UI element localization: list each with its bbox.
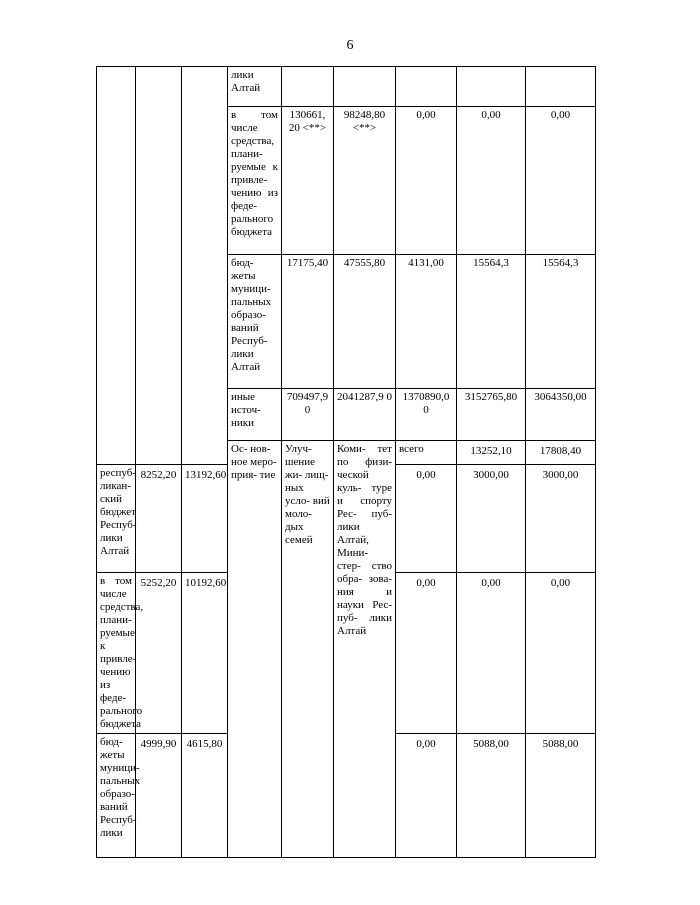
value-cell — [396, 67, 457, 107]
empty-cell — [182, 67, 228, 465]
value-cell: 15564,3 — [526, 255, 596, 389]
executor-cell: Коми- тет по физи- ческой куль- туре и спорту Рес- пуб- лики Алтай, Мини- стер- ство обра- зова- ния и науки Рес- пуб- лики Алтай — [334, 441, 396, 858]
funding-source-cell: респуб- ликан- ский бюджет Респуб- лики Алтай — [97, 465, 136, 573]
value-cell: 5088,00 — [526, 734, 596, 858]
funding-source-cell: иные источ- ники — [228, 389, 282, 441]
value-cell: 0,00 — [396, 573, 457, 734]
value-cell: 3152765,80 — [457, 389, 526, 441]
measure-name-cell: Улуч- шение жи- лищ- ных усло- вий моло- дых семей — [282, 441, 334, 858]
value-cell: 8252,20 — [136, 465, 182, 573]
value-cell: 5252,20 — [136, 573, 182, 734]
value-cell: 5088,00 — [457, 734, 526, 858]
value-cell — [334, 67, 396, 107]
value-cell: 3000,00 — [457, 465, 526, 573]
value-cell: 10192,60 — [182, 573, 228, 734]
value-cell: 0,00 — [526, 107, 596, 255]
funding-source-cell: бюд- жеты муници- пальных образо- ваний Респуб- лики — [97, 734, 136, 858]
value-cell: 3000,00 — [526, 465, 596, 573]
value-cell: 709497,9 0 — [282, 389, 334, 441]
funding-source-cell: бюд- жеты муници- пальных образо- ваний Респуб- лики Алтай — [228, 255, 282, 389]
table-row — [97, 67, 596, 107]
value-cell: 98248,80 <**> — [334, 107, 396, 255]
funding-source-cell: в том числе средства, плани- руемые к привле- чению из феде- рального бюджета — [97, 573, 136, 734]
value-cell: 0,00 — [457, 107, 526, 255]
value-cell: 4999,90 — [136, 734, 182, 858]
value-cell: 4131,00 — [396, 255, 457, 389]
value-cell: 13252,10 — [457, 441, 526, 465]
funding-source-cell: всего — [396, 441, 457, 465]
value-cell: 0,00 — [396, 734, 457, 858]
value-cell: 0,00 — [526, 573, 596, 734]
value-cell — [526, 67, 596, 107]
value-cell: 1370890,0 0 — [396, 389, 457, 441]
value-cell: 17175,40 — [282, 255, 334, 389]
value-cell: 130661, 20 <**> — [282, 107, 334, 255]
value-cell: 4615,80 — [182, 734, 228, 858]
measure-type-cell: Ос- нов- ное меро- прия- тие — [228, 441, 282, 858]
value-cell: 17808,40 — [526, 441, 596, 465]
funding-source-cell: в том числе средства, плани- руемые к привле- чению из феде- рального бюджета — [228, 107, 282, 255]
value-cell: 47555,80 — [334, 255, 396, 389]
value-cell: 0,00 — [457, 573, 526, 734]
value-cell: 13192,60 — [182, 465, 228, 573]
value-cell: 2041287,9 0 — [334, 389, 396, 441]
empty-cell — [136, 67, 182, 465]
budget-table — [96, 66, 596, 858]
page-number: 6 — [346, 38, 354, 53]
value-cell — [457, 67, 526, 107]
value-cell — [282, 67, 334, 107]
value-cell: 0,00 — [396, 465, 457, 573]
value-cell: 3064350,00 — [526, 389, 596, 441]
funding-source-cell: лики Алтай — [228, 67, 282, 107]
value-cell: 0,00 — [396, 107, 457, 255]
empty-cell — [97, 67, 136, 465]
value-cell: 15564,3 — [457, 255, 526, 389]
